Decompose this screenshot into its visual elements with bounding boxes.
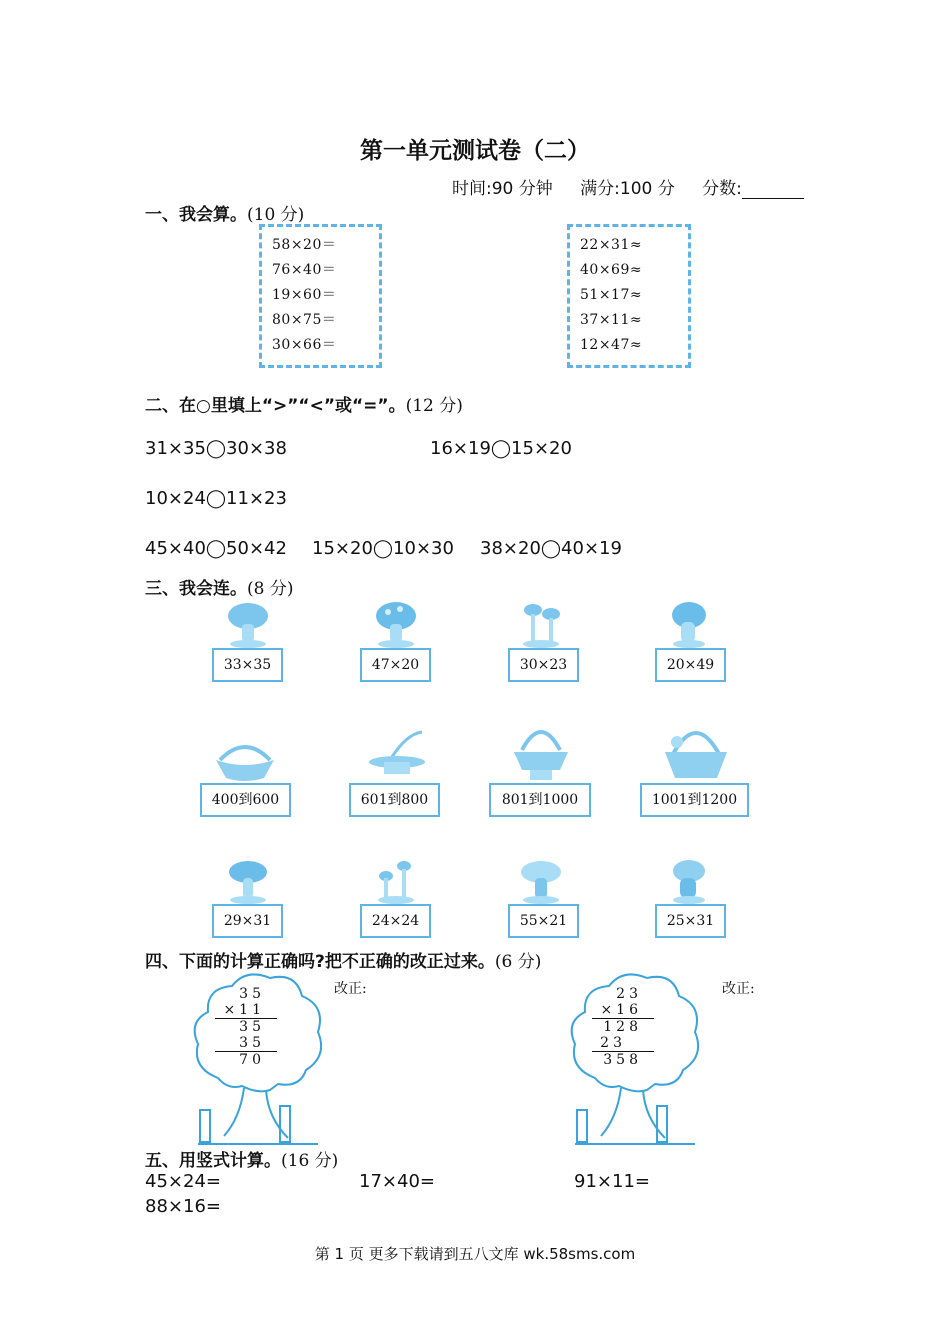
section-2-title: 二、在○里填上“>”“<”或“=”。(12 分): [145, 396, 463, 416]
vertical-problem[interactable]: 91×11=: [574, 1171, 650, 1192]
mushroom-icon: [226, 858, 270, 904]
product-label[interactable]: 29×31: [212, 904, 283, 938]
vertical-problem[interactable]: 17×40=: [359, 1171, 435, 1192]
calc-item: 12×47≈: [580, 337, 643, 353]
vertical-calc-1: 35 ×11 35 35 70: [215, 986, 277, 1068]
basket-icon: [510, 720, 572, 782]
product-label[interactable]: 20×49: [655, 648, 726, 682]
calc-item: 37×11≈: [580, 312, 643, 328]
mushrooms-cluster-icon: [374, 858, 418, 904]
calc-item: 80×75＝: [272, 312, 337, 328]
mushroom-icon: [226, 600, 270, 648]
mushroom-icon: [374, 600, 418, 648]
time-limit: 时间:90 分钟: [452, 179, 553, 199]
range-label[interactable]: 601到800: [349, 783, 440, 817]
vertical-problem[interactable]: 88×16=: [145, 1196, 221, 1217]
mushroom-icon: [667, 600, 711, 648]
section-1-title: 一、我会算。(10 分): [145, 205, 305, 225]
basket-icon: [663, 720, 729, 782]
vertical-calc-2: 23 ×16 128 23 358: [592, 986, 654, 1068]
section-3-title: 三、我会连。(8 分): [145, 579, 294, 599]
mushrooms-cluster-icon: [519, 600, 563, 648]
product-label[interactable]: 33×35: [212, 648, 283, 682]
calc-item: 76×40＝: [272, 262, 337, 278]
full-score: 满分:100 分: [580, 179, 675, 199]
calc-box-right: [567, 224, 691, 368]
calc-item: 22×31≈: [580, 237, 643, 253]
calc-item: 19×60＝: [272, 287, 337, 303]
compare-item[interactable]: 31×35◯30×38: [145, 438, 287, 459]
range-label[interactable]: 1001到1200: [640, 783, 749, 817]
calc-item: 30×66＝: [272, 337, 337, 353]
score-blank[interactable]: [742, 180, 804, 199]
compare-item[interactable]: 16×19◯15×20: [430, 438, 572, 459]
basket-icon: [366, 730, 428, 780]
range-label[interactable]: 801到1000: [489, 783, 591, 817]
product-label[interactable]: 24×24: [360, 904, 431, 938]
product-label[interactable]: 25×31: [655, 904, 726, 938]
compare-item[interactable]: 10×24◯11×23: [145, 488, 287, 509]
mushroom-icon: [667, 858, 711, 904]
score-label: 分数:: [702, 179, 742, 199]
basket-icon: [214, 738, 276, 784]
calc-item: 40×69≈: [580, 262, 643, 278]
product-label[interactable]: 30×23: [508, 648, 579, 682]
mushroom-icon: [519, 858, 563, 904]
section-5-title: 五、用竖式计算。(16 分): [145, 1151, 339, 1171]
product-label[interactable]: 55×21: [508, 904, 579, 938]
product-label[interactable]: 47×20: [360, 648, 431, 682]
correction-label: 改正:: [334, 981, 367, 997]
exam-meta: [452, 174, 826, 199]
page-title: 第一单元测试卷（二）: [360, 137, 590, 164]
correction-label: 改正:: [722, 981, 755, 997]
compare-item[interactable]: 38×20◯40×19: [480, 538, 622, 559]
compare-item[interactable]: 15×20◯10×30: [312, 538, 454, 559]
vertical-problem[interactable]: 45×24=: [145, 1171, 221, 1192]
page-footer: 第 1 页 更多下载请到五八文库 wk.58sms.com: [314, 1245, 636, 1263]
range-label[interactable]: 400到600: [200, 783, 291, 817]
compare-item[interactable]: 45×40◯50×42: [145, 538, 287, 559]
calc-item: 51×17≈: [580, 287, 643, 303]
section-4-title: 四、下面的计算正确吗?把不正确的改正过来。(6 分): [145, 952, 542, 972]
calc-box-left: [259, 224, 382, 368]
calc-item: 58×20＝: [272, 237, 337, 253]
